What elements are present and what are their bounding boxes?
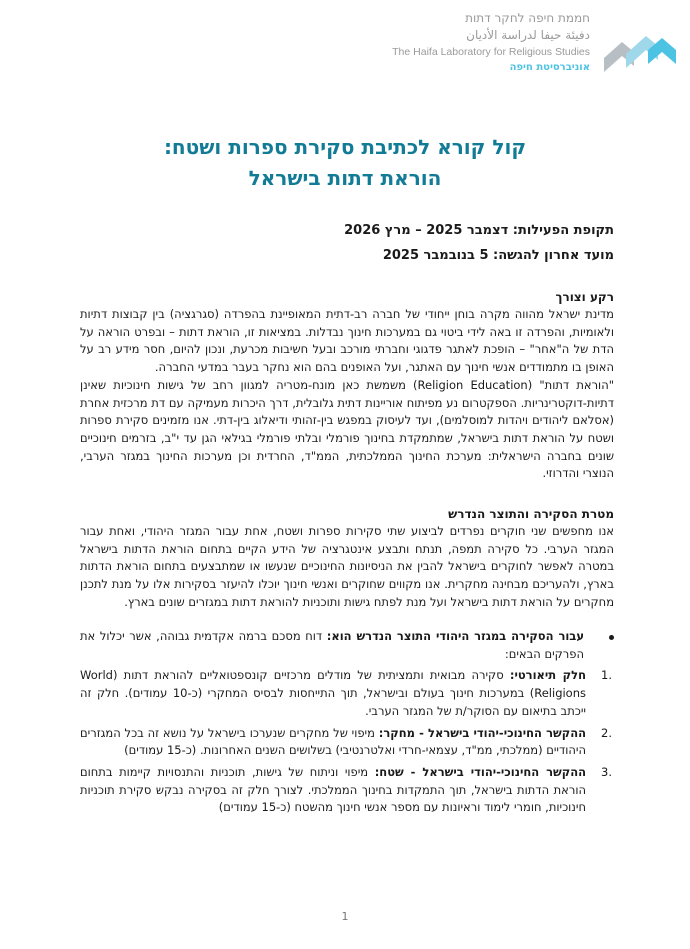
background-section [80, 288, 614, 483]
header-logo [376, 10, 676, 90]
list-item [80, 725, 614, 760]
bullet-text: דוח מסכם ברמה אקדמית גבוהה, אשר יכלול את הפרקים הבאים: [80, 629, 584, 661]
title-line-1: קול קורא לכתיבת סקירת ספרות ושטח: [163, 135, 527, 159]
page-number: 1 [341, 910, 349, 923]
list-item-lead: ההקשר החינוכי-יהודי בישראל - שטח: [374, 764, 586, 779]
list-item [80, 667, 614, 720]
bullet-dot-icon [609, 635, 614, 640]
list-item-number: 2. [601, 725, 612, 740]
list-item-lead: ההקשר החינוכי-יהודי בישראל - מחקר: [378, 725, 586, 740]
list-item [80, 764, 614, 817]
goal-paragraph: אנו מחפשים שני חוקרים נפרדים לביצוע שתי סקירות ספרות ושטח, אחת עבור המגזר היהודי, ואחת עבור המגזר הערבי. כל סקירה תמפה, תנתח ותבצע אינטגרציה של הידע הקיים בתחום הוראת הדתות בישראל במטרה לאפשר לחוקרים בישראל להבין את הניסיונות החינוכיים שנעשו או שמתבצעים בתחום הוראת הדתות בארץ, ולהעריכם מבחינה מחקרית. אנו מקווים שחוקרים ואנשי חינוך יוכלו להיעזר בסקירות אלו על מנת לתכנן מחקרים על הוראת דתות בישראל ועל מנת לפתח גישות ותוכניות להוראת דתות במגזרים שונים בארץ. [80, 524, 614, 609]
title-line-2: הוראת דתות בישראל [248, 166, 442, 190]
goal-section [80, 505, 614, 612]
bullet-item [80, 628, 614, 663]
university-name: אוניברסיטת חיפה [509, 62, 590, 73]
logo-text [370, 10, 590, 76]
background-paragraph-2: "הוראת דתות" (Religion Education) משמשת כאן מונח-מטריה למגוון רחב של גישות חינוכיות שאינן דתיות-דוקטרינריות. הספקטרום נע מפיתוח אוריינות דתית גלובלית, דרך היכרות מעמיקה עם דת מרכזית אחרת (אסלאם ליהודים ויהדות למוסלמים), ועד לעיסוק במפגש בין-זהותי ודיאלוג בין-דתי. אנו מזמינים סקירת ספרות ושטח על הוראת דתות בישראל, שמתמקדת בחינוך פורמלי ובלתי פורמלי בגילאי הגן עד י"ב, בזרמים חינוכיים שונים בחברה הישראלית: מערכת החינוך הממלכתית, הממ"ד, החרדית וכן מערכות החינוך במגזר הערבי, הנוצרי והדרוזי. [80, 377, 614, 481]
org-name-english: The Haifa Laboratory for Religious Studies [392, 46, 590, 58]
background-paragraph-1: מדינת ישראל מהווה מקרה בוחן ייחודי של חברה רב-דתית המאופיינת בהפרדה (סגרגציה) בין קבוצות דתיות ולאומיות, והפרדה זו באה לידי ביטוי גם במערכות חינוך נבדלות. במציאות זו, הוראת דתות – ובפרט הוראה על הדת של ה"אחר" – הופכת לאתגר פדגוגי וחברתי מורכב ובעל חשיבות מכרעת, ונכון להיום, חסר מידע רב על האופן בו מתמודדים אנשי חינוך עם האתגר, ועל האופנים בהם הוא נחקר בעבר במדעי החברה. [80, 307, 614, 375]
list-item-number: 3. [601, 764, 612, 779]
document-title [40, 132, 650, 194]
goal-heading: מטרת הסקירה והתוצר הנדרש [448, 507, 614, 521]
list-item-text: מיפוי של מחקרים שנערכו בישראל על נושא זה בכל המגזרים היהודיים (ממלכתי, ממ"ד, עצמאי-חרדי ואלטרנטיבי) בשלושים השנים האחרונות. (כ-15 עמודים) [80, 725, 586, 758]
list-item-lead: חלק תיאורטי: [509, 668, 586, 683]
numbered-list [80, 667, 614, 817]
call-meta [80, 218, 614, 268]
background-heading: רקע וצורך [555, 290, 614, 304]
laboratory-logo-icon [604, 32, 676, 76]
bullet-lead: עבור הסקירה במגזר היהודי התוצר הנדרש הוא: [326, 629, 584, 643]
list-item-number: 1. [601, 668, 612, 683]
activity-period: תקופת הפעילות: דצמבר 2025 – מרץ 2026 [344, 223, 614, 238]
list-item-text: מיפוי וניתוח של גישות, תוכניות והתנסויות קיימות בתחום הוראת הדתות בישראל, תוך התמקדות בחינוך הממלכתי. לצורך חלק זה בסקירה נבקש סקירת תוכניות חינוכיות, חומרי לימוד וראיונות עם מספר אנשי חינוך מהשטח (כ-15 עמודים) [80, 764, 586, 815]
org-name-hebrew: חממת חיפה לחקר דתות [465, 11, 590, 25]
list-item-text: סקירה מבואית ותמציתית של מודלים מרכזיים קונספטואליים להוראת דתות (World Religions) במערכות חינוך בעולם ובישראל, תוך התייחסות לבסיס המחקרי (כ-10 עמודים). חלק זה ייכתב בתיאום עם הסוקר/ת של המגזר הערבי. [80, 668, 586, 718]
org-name-arabic: دفيئة حيفا لدراسة الأديان [466, 28, 590, 42]
submission-deadline: מועד אחרון להגשה: 5 בנובמבר 2025 [382, 248, 614, 263]
deliverables-list [80, 628, 614, 821]
